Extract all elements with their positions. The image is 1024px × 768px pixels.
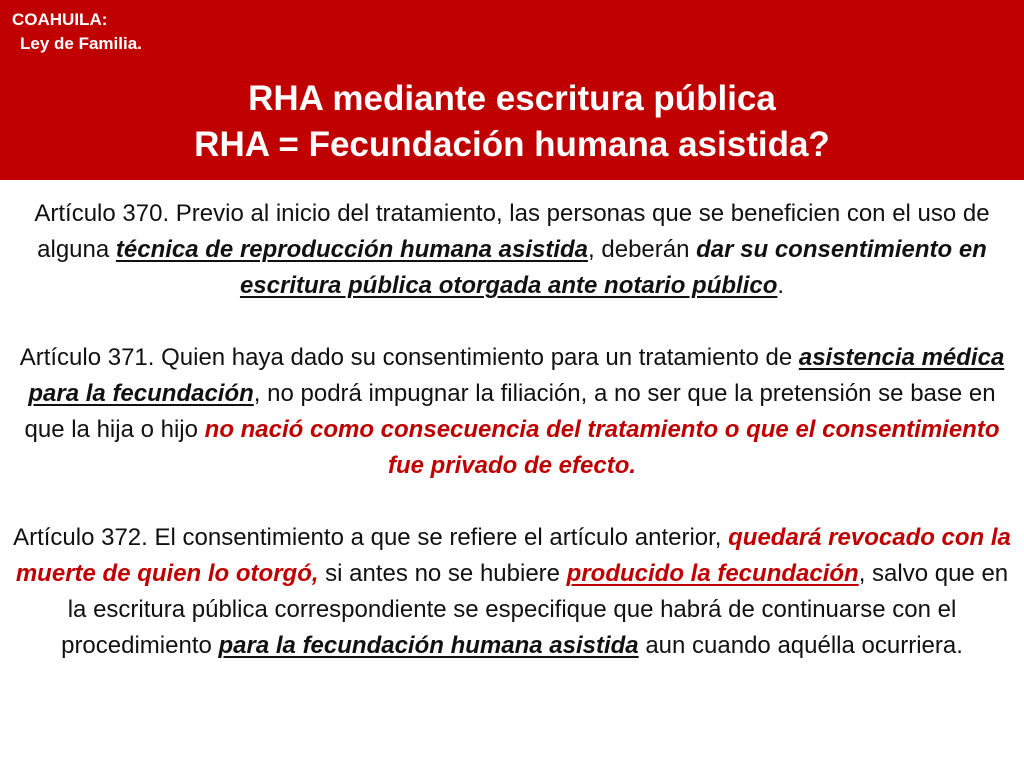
title-line-2: RHA = Fecundación humana asistida?	[194, 125, 830, 164]
article-371-text: Artículo 371. Quien haya dado su consentimiento para un tratamiento de	[19, 344, 799, 371]
article-372-term-assisted: para la fecundación humana asistida	[218, 632, 639, 659]
kicker-state: COAHUILA:	[12, 10, 108, 29]
article-370-consent: dar su consentimiento en	[696, 236, 987, 263]
article-370-text-2: , deberán	[588, 236, 697, 263]
article-372-end: aun cuando aquélla ocurriera.	[638, 632, 963, 659]
article-371-exception: no nació como consecuencia del tratamiento o que el consentimiento fue privado de efecto.	[204, 416, 1000, 479]
article-372-revocation: quedará revocado con la muerte de quien lo otorgó,	[15, 524, 1011, 587]
article-372	[6, 520, 1018, 664]
article-370	[6, 196, 1018, 304]
article-371-text-2: , no podrá impugnar la filiación, a no ser que la pretensión se base en que la hija o hijo	[24, 380, 996, 443]
articles-body	[6, 196, 1018, 664]
article-370-end: .	[777, 272, 785, 299]
article-372-term-fecundation: producido la fecundación	[566, 560, 859, 587]
banner-kicker	[12, 8, 142, 56]
article-372-text: Artículo 372. El consentimiento a que se refiere el artículo anterior,	[13, 524, 729, 551]
slide-title	[0, 76, 1024, 168]
article-371-term-assistance: asistencia médica para la fecundación	[28, 344, 1005, 407]
article-370-term-technique: técnica de reproducción humana asistida	[115, 236, 589, 263]
kicker-law: Ley de Familia.	[20, 34, 142, 53]
article-370-term-notary: escritura pública otorgada ante notario público	[239, 272, 778, 299]
article-371	[6, 340, 1018, 484]
title-line-1: RHA mediante escritura pública	[248, 79, 776, 118]
article-370-text: Artículo 370. Previo al inicio del tratamiento, las personas que se beneficien con el uso de alguna	[34, 200, 990, 263]
article-372-text-2: si antes no se hubiere	[318, 560, 567, 587]
title-banner	[0, 0, 1024, 180]
article-372-text-3: , salvo que en la escritura pública correspondiente se especifique que habrá de continuarse con el procedimiento	[61, 560, 1009, 659]
